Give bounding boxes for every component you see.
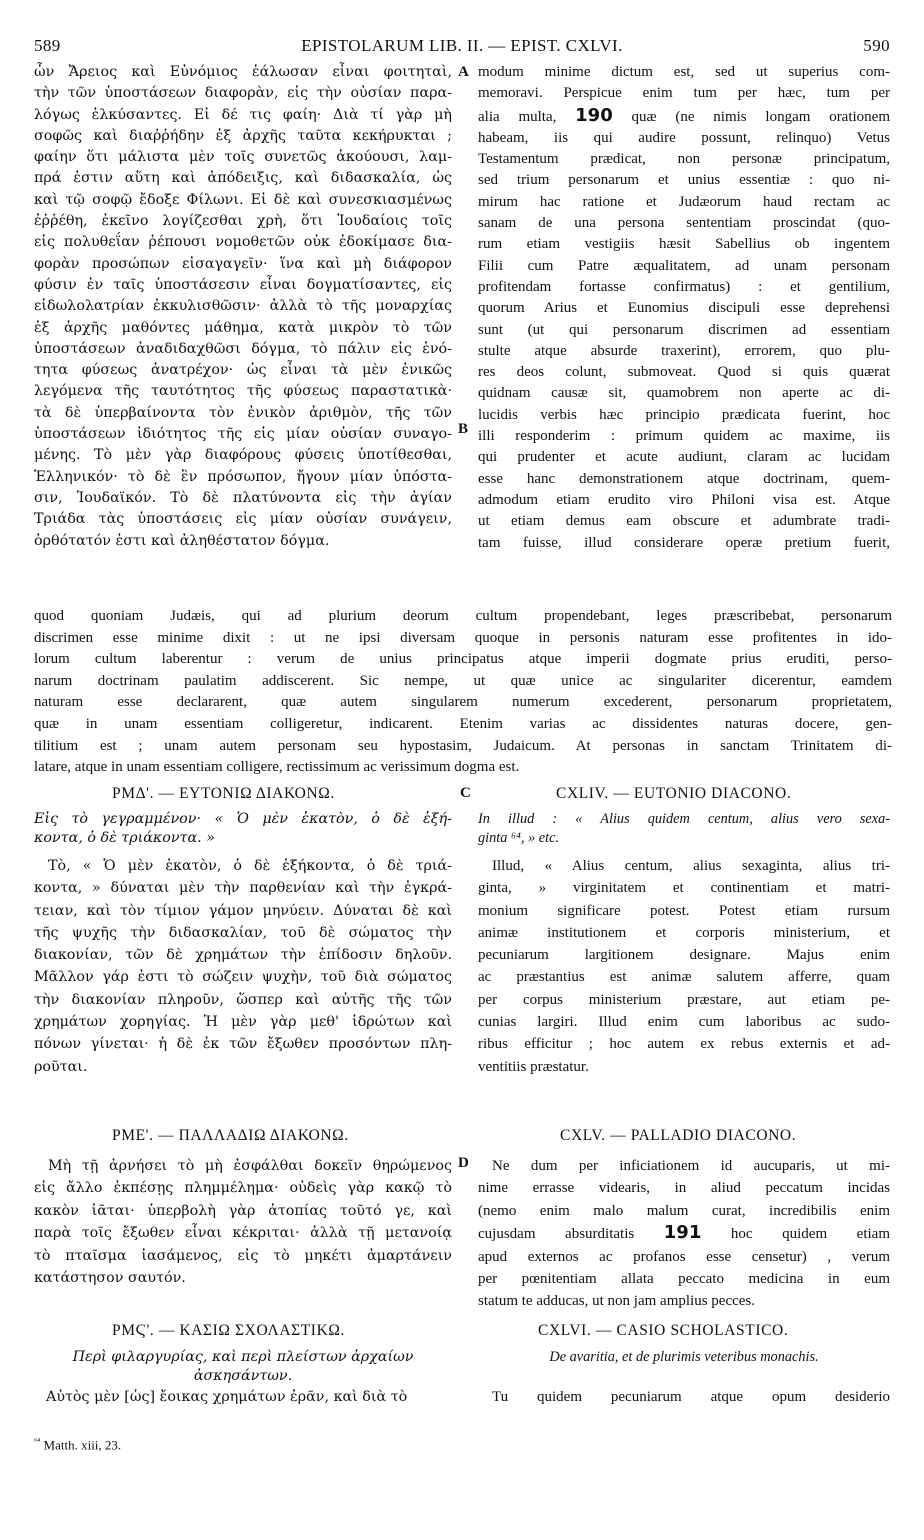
running-title: EPISTOLARUM LIB. II. — EPIST. CXLVI. (301, 36, 623, 55)
latin-line: Illud, « Alius centum, alius sexaginta, alius tri- (492, 858, 890, 874)
greek-line: μένης. Τὸ μὲν γὰρ διαφόρους φύσεις ὑποτίθεσθαι, (34, 447, 452, 464)
greek-line: χρημάτων χορηγίας. Ἡ μὲν γὰρ μεθ' ἱδρώτων καὶ (34, 1014, 452, 1031)
running-header (30, 36, 894, 58)
greek-title-145: ΡΜΕ'. — ΠΑΛΛΑΔΙΩ ΔΙΑΚΟΝΩ. (112, 1127, 349, 1144)
greek-line: Τριάδα τὰς ὑποστάσεις εἰς μίαν οὐσίαν συνάγειν, (34, 511, 452, 528)
greek-title-146: ΡΜϚ'. — ΚΑΣΙΩ ΣΧΟΛΑΣΤΙΚΩ. (112, 1322, 345, 1339)
column-number: 191 (663, 1222, 702, 1244)
latin-line: nime errasse videaris, in aliud peccatum incidas (478, 1180, 890, 1197)
greek-line: κοντα, » δύναται μὲν τὴν παρθενίαν καὶ τὴν ἐγκρά- (34, 880, 452, 897)
latin-line: quidnam causæ sit, quamobrem non aperte ac di- (478, 385, 890, 402)
latin-line: tilitium est ; unam autem personam seu hypostasim, Judaicum. At personas in sanctam Trinitatem di- (34, 737, 892, 754)
page-number-right: 590 (863, 36, 890, 55)
greek-line: τὴν διακονίαν πληροῦν, ὥσπερ καὶ αὐτῆς τῆς τῶν (34, 991, 452, 1008)
latin-line: ut etiam demus eam obscure et adumbrate tradi- (478, 513, 890, 530)
subtitle-line: In illud : « Alius quidem centum, alius vero sexa- (478, 811, 890, 827)
latin-line: monium significare potest. Potest etiam rursum (478, 902, 890, 919)
latin-line: ginta, » virginitatem et continentiam et matri- (478, 880, 890, 897)
greek-text-146: Αὐτὸς μὲν [ὡς] ἔοικας χρημάτων ἐρᾶν, καὶ διὰ τὸ (46, 1389, 408, 1405)
greek-line: κατάστησον σαυτόν. (34, 1270, 186, 1287)
greek-title-144: ΡΜΔ'. — ΕΥΤΟΝΙΩ ΔΙΑΚΟΝΩ. (112, 785, 335, 802)
latin-subtitle-146: De avaritia, et de plurimis veteribus monachis. (549, 1349, 819, 1365)
latin-line: animæ institutionem et corporis ministerium, et (478, 924, 890, 941)
latin-line: admodum etiam erudito viro Philoni visa est. Atque (478, 491, 890, 508)
full-width-latin (34, 606, 892, 779)
latin-line: esse hanc demonstrationem atque doctrinam, quem- (478, 470, 890, 487)
latin-line: sanam de una persona sententiam proscindat (quo- (478, 215, 890, 232)
greek-line: φαίην ὅτι μάλιστα μὲν τοῖς συνετῶς ἀκούουσι, λαμ- (34, 149, 452, 166)
greek-line: πόνων γίνεται· ἡ δὲ ἐκ τῶν ἔξωθεν προσόντων πλη- (34, 1036, 452, 1053)
greek-column-top (34, 62, 452, 552)
greek-line: ὀρθότατόν ἐστι καὶ ἀληθέστατον δόγμα. (34, 532, 330, 549)
greek-line: παρὰ τοῖς ἔξωθεν εἶναι κέκριται· ἀλλὰ τῇ μετανοίᾳ (34, 1225, 452, 1242)
latin-line: ac præstantius est animæ salutem afferre, quam (478, 969, 890, 986)
margin-letter-a: A (458, 64, 469, 80)
greek-line: εἰς πολυθεΐαν ῥέπουσι νομοθετῶν οὐκ ἐδοκίμασε δια- (34, 234, 452, 251)
subtitle-line: ἀσκησάντων. (193, 1368, 293, 1384)
page-number-left: 589 (34, 36, 61, 55)
latin-line: illi responderim : primum quidem ac maxime, iis (478, 428, 890, 445)
greek-line: σοφῶς καὶ διαῤῥήδην ἐξ ἀρχῆς ταῦτα κεκήρυκται ; (34, 127, 452, 144)
latin-column-top (478, 62, 890, 554)
greek-text-145 (34, 1155, 452, 1289)
greek-line: τὸ πταῖσμα ἰασάμενος, εἰς τὸ μηκέτι ἁμαρτάνειν (34, 1247, 452, 1264)
latin-line: pecuniarum largitionem designare. Majus enim (478, 947, 890, 964)
latin-line: latare, atque in unam essentiam colligere, rectissimum ac verissimum dogma est. (34, 759, 520, 776)
latin-title-145: CXLV. — PALLADIO DIACONO. (560, 1127, 797, 1144)
column-number: 190 (575, 104, 613, 126)
latin-line: apud externos ac profanos esse censetur) , verum (478, 1248, 890, 1265)
subtitle-line: ginta ⁶⁴, » etc. (478, 830, 560, 846)
greek-line: σιν, Ἰουδαϊκόν. Τὸ δὲ πλατύνοντα εἰς τὴν ἁγίαν (34, 489, 452, 506)
subtitle-line: Περὶ φιλαργυρίας, καὶ περὶ πλείστων ἀρχαίων (72, 1349, 414, 1365)
latin-line: Filii cum Patre æqualitatem, ad unam personam (478, 257, 890, 274)
greek-line: τὴν τῶν ὑποστάσεων διαφορὰν, εἰς τὴν οὐσίαν παρα- (34, 85, 452, 102)
greek-line: διακονίαν, τῶν δὲ χρημάτων τὴν ἐπίδοσιν δηλοῦν. (34, 947, 452, 964)
greek-line: Ἑλληνικόν· τὸ δὲ ἓν πρόσωπον, ἤγουν μίαν ὑπόστα- (34, 468, 452, 485)
greek-line: τητα φύσεως ἀνατρέχον· ὡς εἶναι τὰ μὲν ἐνικῶς (34, 362, 452, 379)
greek-line: εἰς ἄλλο ἐκπέσῃς πλημμέλημα· οὐδεὶς γὰρ κακῷ τὸ (34, 1180, 452, 1197)
greek-line: ἐξ ἀρχῆς μαθόντες μάθημα, κατὰ μικρὸν τὸ τῶν (34, 319, 452, 336)
latin-line: cujusdam absurditatis 191 hoc quidem etiam (478, 1222, 890, 1244)
greek-subtitle-146 (34, 1348, 452, 1386)
latin-line: stulte atque absurde traxerint), errorem, quo plu- (478, 342, 890, 359)
latin-line: profitendam fortasse confirmatus) : et gentilium, (478, 278, 890, 295)
latin-line: qui prudenter et acute audiunt, claram ac lucidam (478, 449, 890, 466)
latin-line: ventitiis præstatur. (478, 1058, 589, 1075)
greek-line: λεγόμενα τῆς ταυτότητος τῆς φύσεως παραστατικὰ· (34, 383, 452, 400)
greek-line: τὰ δὲ ὑπερβαίνοντα τὸν ἐνικὸν ἀριθμὸν, τῆς τῶν (34, 404, 452, 421)
footnote: $^{^{64}}$ Matth. xiii, 23. (34, 1436, 122, 1453)
latin-line: statum te adducas, ut non jam amplius pecces. (478, 1293, 756, 1310)
latin-line: narum doctrinam paulatim addiscerent. Sic nempe, ut quæ unice ac singulariter dicerentur, eamdem (34, 672, 892, 689)
greek-text-144 (34, 855, 452, 1078)
latin-line: Testamentum prædicat, non personæ principatum, (478, 151, 890, 168)
greek-line: Μᾶλλον γάρ ἐστι τὸ σώζειν ψυχὴν, τοῦ διὰ σώματος (34, 969, 452, 986)
greek-line: ροῦται. (34, 1058, 88, 1075)
latin-line: tam fuisse, illud considerare operæ pretium fuerit, (478, 534, 890, 551)
latin-line: (nemo enim malo malum curat, incredibilis enim (478, 1202, 890, 1219)
greek-line: ὑποστάσεων ἀναδιδαχθῶσι δόγμα, τὸ πάλιν εἰς ἑνό- (34, 340, 452, 357)
latin-line: lorum cultum laberentur : verum de unius principatus atque imperii dogmate prius eruditi, perso- (34, 651, 892, 668)
margin-letter-b: B (458, 421, 469, 437)
latin-line: naturam esse declararent, quæ autem singularem numerum excederent, personarum proprietatem, (34, 694, 892, 711)
latin-line: Ne dum per inficiationem id aucuparis, ut mi- (492, 1158, 890, 1174)
latin-line: quæ in unam essentiam colligeretur, indicarent. Etenim varias ac dissidentes naturas docere, gen- (34, 715, 892, 732)
latin-line: sed trium personarum et unius essentiæ : quo ni- (478, 172, 890, 189)
latin-line: per pœnitentiam allata peccato medicina in eum (478, 1271, 890, 1288)
greek-line: Τὸ, « Ὁ μὲν ἑκατὸν, ὁ δὲ ἑξήκοντα, ὁ δὲ τριά- (48, 858, 452, 874)
latin-line: habeam, iis qui audire possunt, relinquo) Vetus (478, 129, 890, 146)
greek-line: τειαν, καὶ τὸν τίμιον γάμον μηνύειν. Δύναται δὲ καὶ (34, 902, 452, 919)
greek-line: φορὰν προσώπων εἰσαγαγεῖν· ἵνα καὶ μὴ διάφορον (34, 255, 452, 272)
greek-line: Μὴ τῇ ἀρνήσει τὸ μὴ ἐσφάλθαι δοκεῖν θηρώμενος (48, 1158, 452, 1174)
latin-line: modum minime dictum est, sed ut superius com- (478, 64, 890, 80)
latin-text-144 (478, 855, 890, 1078)
latin-line: per corpus ministerium præstare, aut etiam pe- (478, 991, 890, 1008)
latin-line: ribus efficitur ; hoc autem ex rebus externis et ad- (478, 1036, 890, 1053)
greek-line: ἐῤῥέθη, ἐκεῖνο λογίζεσθαι χρὴ, ὅτι Ἰουδαίοις τοῖς (34, 213, 452, 230)
greek-line: εἰδωλολατρίαν ἐκκυλισθῶσιν· ἀλλὰ τὸ τῆς μοναρχίας (34, 298, 452, 315)
latin-line: memoravi. Perspicue enim tum per hæc, tum per (478, 85, 890, 102)
margin-letter-d: D (458, 1155, 469, 1171)
latin-line: cunias largiri. Illud enim cum laboribus ac sudo- (478, 1014, 890, 1031)
latin-line: alia multa, 190 quæ (ne nimis longam orationem (478, 104, 890, 126)
subtitle-line: κοντα, ὁ δὲ τριάκοντα. » (34, 830, 215, 846)
latin-line: mirum hac ratione et Judæorum haud rectam ac (478, 193, 890, 210)
latin-subtitle-144 (478, 810, 890, 848)
latin-text-146: Tu quidem pecuniarum atque opum desiderio (492, 1389, 890, 1405)
greek-line: κακὸν ἰᾶται· ὑπερβολὴ γὰρ ἀτοπίας τοῦτό γε, καὶ (34, 1202, 452, 1219)
latin-title-144: CXLIV. — EUTONIO DIACONO. (556, 785, 792, 802)
greek-line: τῆς ψυχῆς τὴν διδασκαλίαν, τοῦ δὲ σώματος τὴν (34, 924, 452, 941)
margin-letter-c: C (460, 785, 471, 801)
latin-line: sunt (ut qui personarum discrimen ad essentiam (478, 321, 890, 338)
greek-line: ὧν Ἄρειος καὶ Εὐνόμιος ἑάλωσαν εἶναι φοιτηταὶ, (34, 64, 452, 80)
greek-line: ὑποστάσεων ἰδιότητος τῆς εἰς μίαν οὐσίαν συναγο- (34, 426, 452, 443)
subtitle-line: Εἰς τὸ γεγραμμένον· « Ὁ μὲν ἑκατὸν, ὁ δὲ ἑξή- (34, 811, 452, 827)
greek-subtitle-144 (34, 810, 452, 848)
greek-line: φύσιν ἐν ταῖς ὑποστάσεσιν εἶναι δογματίσαντες, εἰς (34, 276, 452, 293)
latin-line: lucidis verbis hæc principio prædicata fuerint, hoc (478, 406, 890, 423)
greek-line: πρά ἐστιν αὕτη καὶ ἀπόδειξις, καὶ διδασκαλία, ὡς (34, 170, 452, 187)
greek-line: λόγως ἑλκύσαντες. Εἰ δέ τις φαίη· Διὰ τί γὰρ μὴ (34, 106, 452, 123)
latin-line: res deos colunt, submoveat. Quod si quis quærat (478, 364, 890, 381)
latin-line: discrimen esse minime dixit : ut ne ipsi diversam quoque in personis naturam esse profitentes in ido- (34, 629, 892, 646)
latin-line: quorum Arius et Eunomius discipuli esse deprehensi (478, 300, 890, 317)
latin-line: quod quoniam Judæis, qui ad plurium deorum cultum propendebant, leges præscribebat, personarum (34, 608, 892, 624)
latin-text-145 (478, 1155, 890, 1313)
latin-title-146: CXLVI. — CASIO SCHOLASTICO. (538, 1322, 789, 1339)
latin-line: rum etiam vestigiis hæsit Sabellius ob ingentem (478, 236, 890, 253)
greek-line: καὶ τῷ σοφῷ ἔδοξε Φίλωνι. Εἰ δὲ καὶ συνεσκιασμένως (34, 191, 452, 208)
